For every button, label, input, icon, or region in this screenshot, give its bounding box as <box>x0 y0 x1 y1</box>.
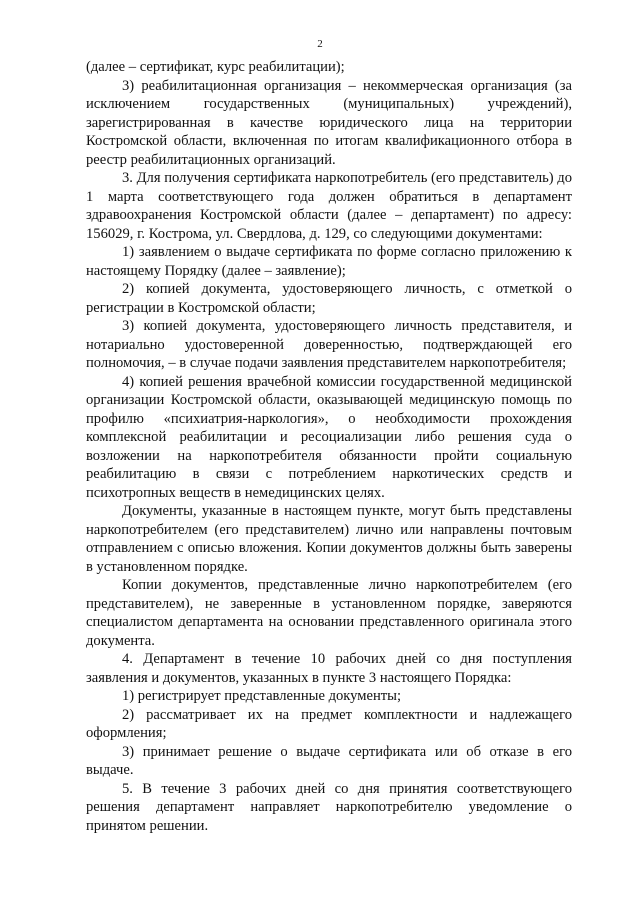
paragraph-document-3: 3) копией документа, удостоверяющего личность представителя, и нотариально удостоверенной доверенностью, подтверждающей его полномочия, – в случае подачи заявления представителем наркопотребителя; <box>86 318 572 371</box>
paragraph-document-2: 2) копией документа, удостоверяющего личность, с отметкой о регистрации в Костромской области; <box>86 281 572 316</box>
paragraph-item-4: 4. Департамент в течение 10 рабочих дней со дня поступления заявления и документов, указанных в пункте 3 настоящего Порядка: <box>86 651 572 686</box>
paragraph-step-2: 2) рассматривает их на предмет комплектности и надлежащего оформления; <box>86 706 572 741</box>
paragraph-item-3: 3. Для получения сертификата наркопотребитель (его представитель) до 1 марта соответствующего года должен обратиться в департамент здравоохранения Костромской области (далее – департамент) по адресу: 156029, г. Кострома, ул. Свердлова, д. 129, со следующими документами: <box>86 170 572 242</box>
paragraph-document-4: 4) копией решения врачебной комиссии государственной медицинской организации Костромской области, оказывающей медицинскую помощь по профилю «психиатрия-наркология», о необходимости прохождения комплексной реабилитации и ресоциализации либо решения суда о возложении на наркопотребителя обязанности пройти социальную реабилитацию в связи с потреблением наркотических средств и психотропных веществ в немедицинских целях. <box>86 373 572 501</box>
paragraph-continuation: (далее – сертификат, курс реабилитации); <box>86 59 345 75</box>
document-body <box>86 58 572 835</box>
paragraph-step-3: 3) принимает решение о выдаче сертификата или об отказе в его выдаче. <box>86 743 572 778</box>
paragraph-item-5: 5. В течение 3 рабочих дней со дня принятия соответствующего решения департамент направляет наркопотребителю уведомление о принятом решении. <box>86 780 572 834</box>
paragraph-step-1: 1) регистрирует представленные документы; <box>122 688 402 704</box>
paragraph-document-1: 1) заявлением о выдаче сертификата по форме согласно приложению к настоящему Порядку (далее – заявление); <box>86 244 572 279</box>
paragraph-documents-submission: Документы, указанные в настоящем пункте, могут быть представлены наркопотребителем (его представителем) лично или направлены почтовым отправлением с описью вложения. Копии документов должны быть заверены в установленном порядке. <box>86 503 572 575</box>
paragraph-rehab-organization-definition: 3) реабилитационная организация – некоммерческая организация (за исключением государственных (муниципальных) учреждений), зарегистрированная в качестве юридического лица на территории Костромской области, включенная по итогам квалификационного отбора в реестр реабилитационных организаций. <box>86 77 572 168</box>
paragraph-copies-certification: Копии документов, представленные лично наркопотребителем (его представителем), не заверенные в установленном порядке, заверяются специалистом департамента на основании представленного оригинала этого документа. <box>86 577 572 649</box>
page-number: 2 <box>317 38 323 50</box>
